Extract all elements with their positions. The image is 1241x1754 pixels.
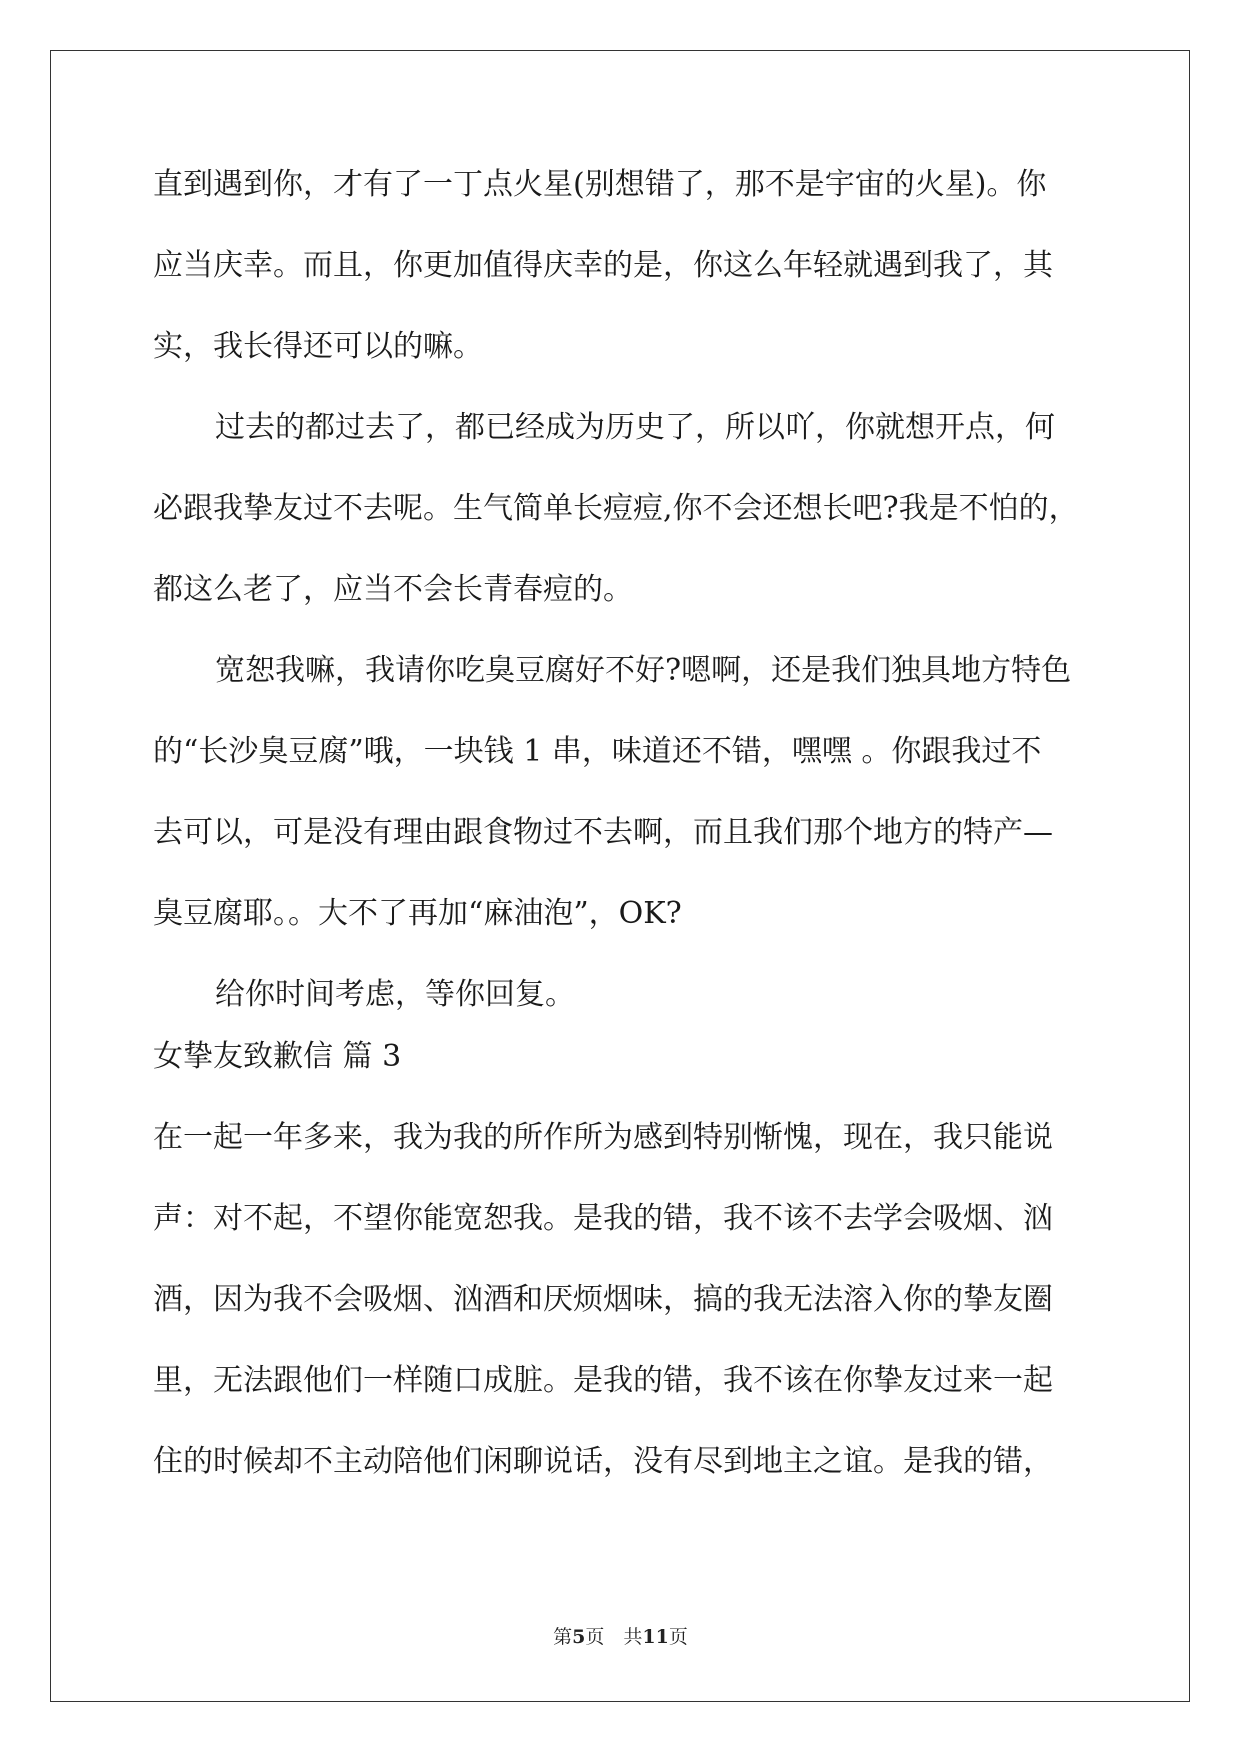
text-line: 声：对不起，不望你能宽恕我。是我的错，我不该不去学会吸烟、汹 — [153, 1201, 1053, 1236]
footer-prefix: 第 — [553, 1626, 573, 1648]
text-line: 的“长沙臭豆腐”哦，一块钱 1 串，味道还不错，嘿嘿 。你跟我过不 — [153, 734, 1042, 769]
paragraph-start: 给你时间考虑，等你回复。 — [215, 977, 575, 1012]
text-line: 住的时候却不主动陪他们闲聊说话，没有尽到地主之谊。是我的错， — [153, 1444, 1053, 1479]
paragraph-start: 宽恕我嘛，我请你吃臭豆腐好不好?嗯啊，还是我们独具地方特色 — [215, 653, 1072, 688]
text-line: 臭豆腐耶。。大不了再加“麻油泡”，OK? — [153, 896, 682, 931]
text-line: 应当庆幸。而且，你更加值得庆幸的是，你这么年轻就遇到我了，其 — [153, 248, 1053, 283]
text-line: 酒，因为我不会吸烟、汹酒和厌烦烟味，搞的我无法溶入你的挚友圈 — [153, 1282, 1053, 1317]
text-line: 必跟我挚友过不去呢。生气简单长痘痘,你不会还想长吧?我是不怕的， — [153, 491, 1079, 526]
page-footer — [0, 1622, 1241, 1649]
text-line: 都这么老了，应当不会长青春痘的。 — [153, 572, 633, 607]
text-line: 实，我长得还可以的嘛。 — [153, 329, 483, 364]
section-heading: 女挚友致歉信 篇 3 — [153, 1039, 402, 1074]
text-line: 直到遇到你，才有了一丁点火星(别想错了，那不是宇宙的火星)。你 — [153, 167, 1047, 202]
document-body — [153, 165, 1088, 1523]
footer-suffix: 页 — [668, 1626, 688, 1648]
text-line: 在一起一年多来，我为我的所作所为感到特别惭愧，现在，我只能说 — [153, 1120, 1053, 1155]
paragraph-start: 过去的都过去了，都已经成为历史了，所以吖，你就想开点，何 — [215, 410, 1055, 445]
footer-middle: 页 共 — [585, 1626, 643, 1648]
total-page-count: 11 — [642, 1626, 669, 1648]
current-page-number: 5 — [572, 1626, 586, 1648]
text-line: 去可以，可是没有理由跟食物过不去啊，而且我们那个地方的特产— — [153, 815, 1053, 850]
text-line: 里，无法跟他们一样随口成脏。是我的错，我不该在你挚友过来一起 — [153, 1363, 1053, 1398]
